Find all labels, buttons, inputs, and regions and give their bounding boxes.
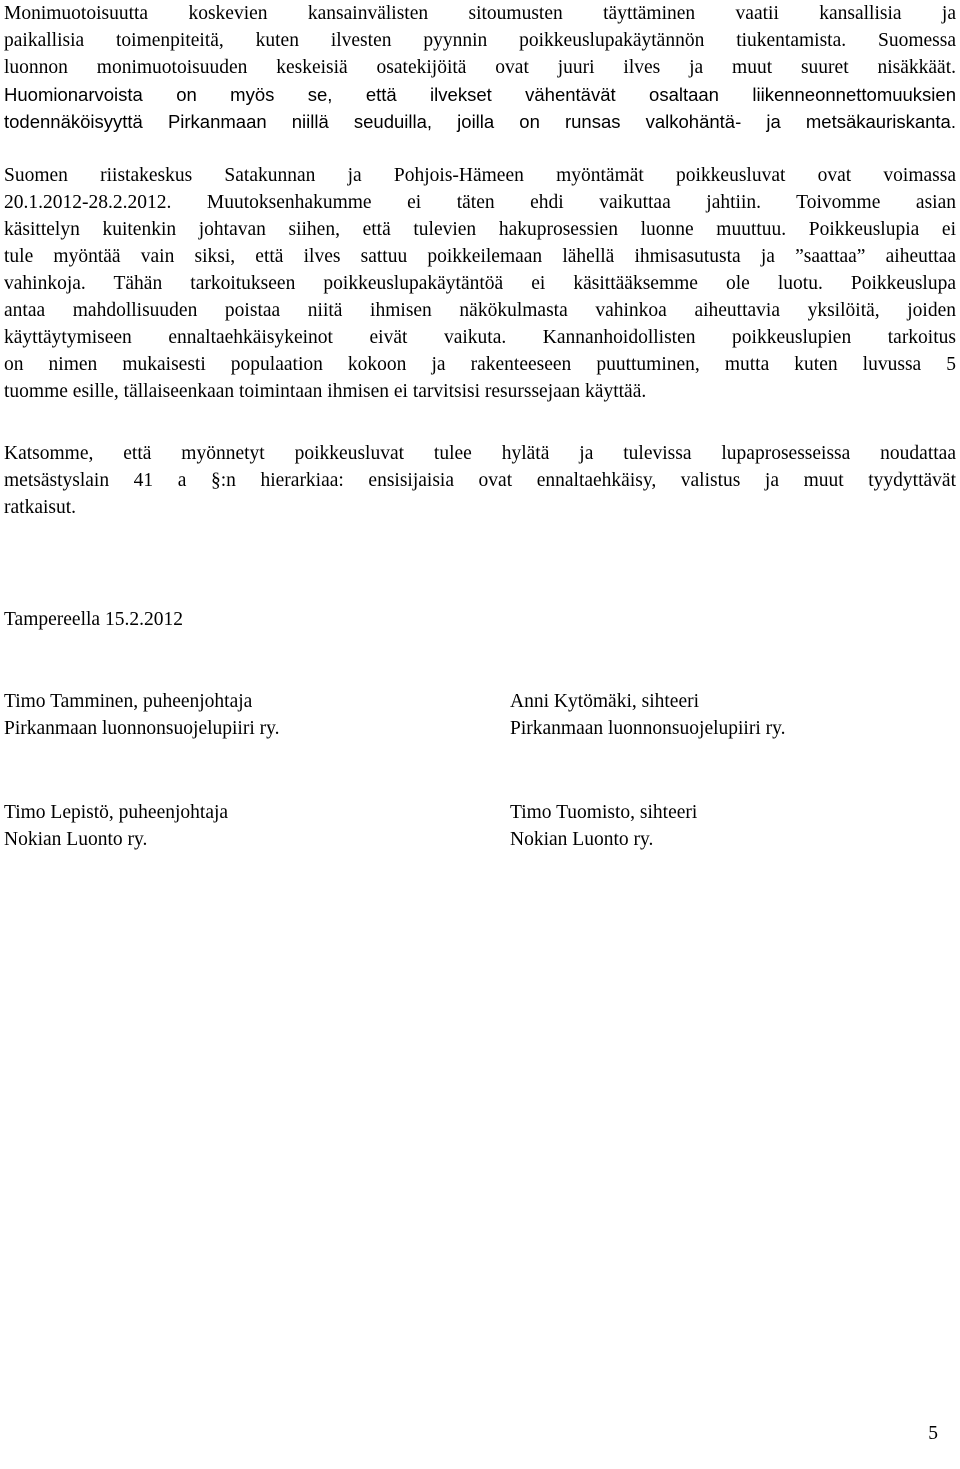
text-line: todennäköisyyttä Pirkanmaan niillä seuduilla, joilla on runsas valkohäntä- ja metsäkauriskanta.: [4, 111, 956, 132]
text-line: käsittelyn kuitenkin johtavan siihen, että tulevien hakuprosessien luonne muuttuu. Poikkeuslupia ei: [4, 219, 956, 240]
paragraph-permits: [4, 162, 956, 405]
text-line: ratkaisut.: [4, 497, 77, 518]
signatory-name: Timo Tamminen, puheenjohtaja: [4, 691, 253, 712]
text-line: Monimuotoisuutta koskevien kansainvälisten sitoumusten täyttäminen vaatii kansallisia ja: [4, 3, 956, 24]
text-line: vahinkoja. Tähän tarkoitukseen poikkeuslupakäytäntöä ei käsittääksemme ole luotu. Poikkeuslupa: [4, 273, 956, 294]
signatory-name: Timo Tuomisto, sihteeri: [510, 802, 698, 823]
text-line: Suomen riistakeskus Satakunnan ja Pohjois-Hämeen myöntämät poikkeusluvat ovat voimassa: [4, 165, 956, 186]
text-line: Huomionarvoista on myös se, että ilvekset vähentävät osaltaan liikenneonnettomuuksien: [4, 84, 956, 105]
place-and-date: Tampereella 15.2.2012: [4, 609, 183, 630]
text-line: metsästyslain 41 a §:n hierarkiaa: ensisijaisia ovat ennaltaehkäisy, valistus ja muut tyydyttävät: [4, 470, 956, 491]
text-line: Katsomme, että myönnetyt poikkeusluvat tulee hylätä ja tulevissa lupaprosesseissa noudattaa: [4, 443, 956, 464]
text-line: paikallisia toimenpiteitä, kuten ilvesten pyynnin poikkeuslupakäytännön tiukentamista. Suomessa: [4, 30, 956, 51]
signature-block: [510, 688, 786, 742]
signatory-name: Anni Kytömäki, sihteeri: [510, 691, 700, 712]
text-line: antaa mahdollisuuden poistaa niitä ihmisen näkökulmasta vahinkoa aiheuttavia yksilöitä, joiden: [4, 300, 956, 321]
signature-block: [4, 688, 280, 742]
page-number: 5: [928, 1423, 938, 1444]
paragraph-biodiversity: [4, 0, 956, 135]
signatory-name: Timo Lepistö, puheenjohtaja: [4, 802, 229, 823]
text-line: tuomme esille, tällaiseenkaan toimintaan ihmisen ei tarvitsisi resurssejaan käyttää.: [4, 381, 647, 402]
signatory-organization: Pirkanmaan luonnonsuojelupiiri ry.: [4, 718, 280, 739]
signature-block: [510, 799, 697, 853]
signatory-organization: Pirkanmaan luonnonsuojelupiiri ry.: [510, 718, 786, 739]
text-line: luonnon monimuotoisuuden keskeisiä osatekijöitä ovat juuri ilves ja muut suuret nisäkkäät.: [4, 57, 956, 78]
text-line: on nimen mukaisesti populaation kokoon ja rakenteeseen puuttuminen, mutta kuten luvussa 5: [4, 354, 956, 375]
text-line: 20.1.2012-28.2.2012. Muutoksenhakumme ei täten ehdi vaikuttaa jahtiin. Toivomme asian: [4, 192, 956, 213]
paragraph-conclusion: [4, 440, 956, 521]
signatory-organization: Nokian Luonto ry.: [510, 829, 654, 850]
text-line: tule myöntää vain siksi, että ilves sattuu poikkeilemaan lähellä ihmisasutusta ja ”saattaa” aiheuttaa: [4, 246, 956, 267]
signature-block: [4, 799, 228, 853]
signatory-organization: Nokian Luonto ry.: [4, 829, 148, 850]
text-line: käyttäytymiseen ennaltaehkäisykeinot eivät vaikuta. Kannanhoidollisten poikkeuslupien tarkoitus: [4, 327, 956, 348]
